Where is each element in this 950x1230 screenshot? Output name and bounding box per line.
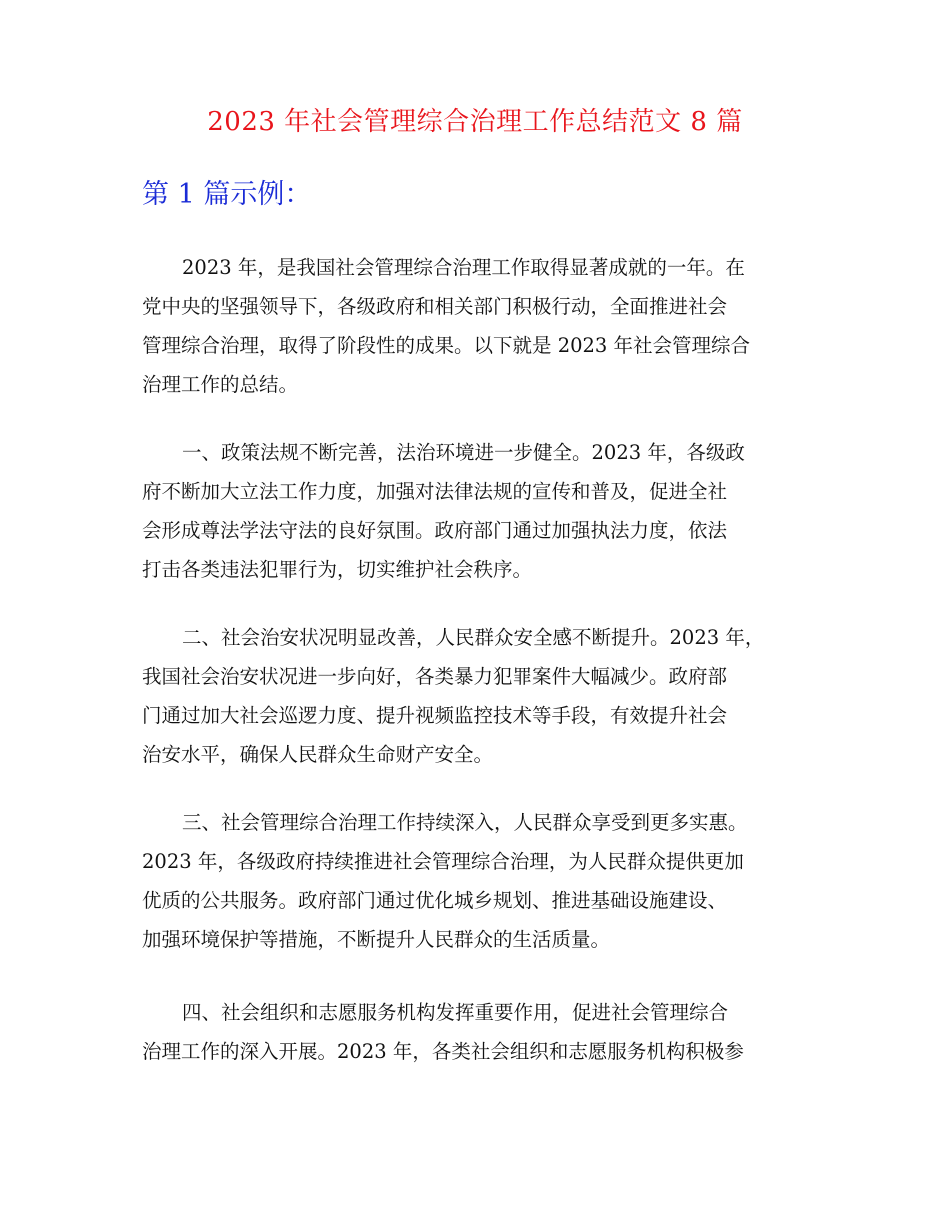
paragraph-line: 打击各类违法犯罪行为，切实维护社会秩序。 [142, 558, 533, 581]
paragraph-line: 加强环境保护等措施，不断提升人民群众的生活质量。 [142, 928, 611, 951]
paragraph-intro [142, 248, 842, 404]
paragraph-line: 党中央的坚强领导下，各级政府和相关部门积极行动，全面推进社会 [142, 295, 728, 318]
paragraph-public-security [142, 618, 842, 774]
paragraph-line: 管理综合治理，取得了阶段性的成果。以下就是 2023 年社会管理综合 [142, 334, 751, 357]
paragraph-line: 一、政策法规不断完善，法治环境进一步健全。2023 年，各级政 [182, 441, 745, 464]
paragraph-line: 我国社会治安状况进一步向好，各类暴力犯罪案件大幅减少。政府部 [142, 665, 728, 688]
paragraph-line: 三、社会管理综合治理工作持续深入，人民群众享受到更多实惠。 [182, 811, 748, 834]
paragraph-line: 府不断加大立法工作力度，加强对法律法规的宣传和普及，促进全社 [142, 480, 728, 503]
paragraph-line: 2023 年，各级政府持续推进社会管理综合治理，为人民群众提供更加 [142, 850, 744, 873]
paragraph-governance [142, 803, 842, 959]
paragraph-line: 门通过加大社会巡逻力度、提升视频监控技术等手段，有效提升社会 [142, 704, 728, 727]
paragraph-line: 会形成尊法学法守法的良好氛围。政府部门通过加强执法力度，依法 [142, 519, 728, 542]
document-title: 2023 年社会管理综合治理工作总结范文 8 篇 [207, 107, 743, 137]
section-heading: 第 1 篇示例： [142, 179, 312, 210]
paragraph-line: 四、社会组织和志愿服务机构发挥重要作用，促进社会管理综合 [182, 1001, 729, 1024]
paragraph-line: 治安水平，确保人民群众生命财产安全。 [142, 743, 494, 766]
paragraph-social-organizations [142, 993, 842, 1071]
paragraph-line: 2023 年，是我国社会管理综合治理工作取得显著成就的一年。在 [182, 256, 745, 279]
paragraph-line: 优质的公共服务。政府部门通过优化城乡规划、推进基础设施建设、 [142, 889, 728, 912]
paragraph-line: 治理工作的总结。 [142, 373, 299, 396]
paragraph-policy [142, 433, 842, 589]
paragraph-line: 治理工作的深入开展。2023 年，各类社会组织和志愿服务机构积极参 [142, 1040, 744, 1063]
paragraph-line: 二、社会治安状况明显改善，人民群众安全感不断提升。2023 年， [182, 626, 765, 649]
